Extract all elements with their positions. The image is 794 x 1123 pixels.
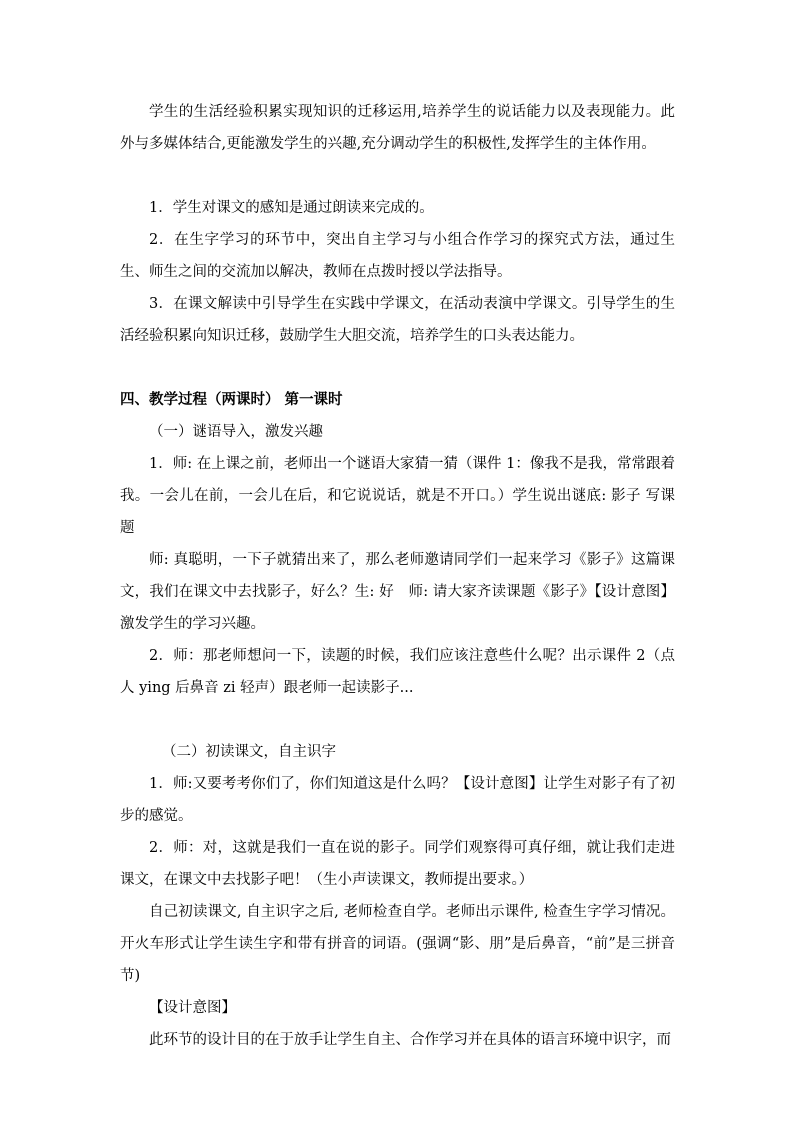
spacer — [120, 160, 675, 192]
s2-paragraph-4: 此环节的设计目的在于放手让学生自主、合作学习并在具体的语言环境中识字，而 — [149, 1032, 671, 1048]
s2-paragraph-1: 1．师:又要考考你们了，你们知道这是什么吗？【设计意图】让学生对影子有了初步的感觉。 — [120, 776, 675, 824]
s1-paragraph-3: 2．师：那老师想问一下，读题的时候，我们应该注意些什么呢？出示课件 2（点人 ying 后鼻音 zi 轻声）跟老师一起读影子... — [120, 648, 675, 696]
s1-paragraph-1: 1．师: 在上课之前，老师出一个谜语大家猜一猜（课件 1：像我不是我，常常跟着我。一会儿在前，一会儿在后，和它说说话，就是不开口。）学生说出谜底: 影子 写课题 — [120, 456, 675, 536]
spacer — [120, 704, 675, 736]
s1-paragraph-2: 师: 真聪明，一下子就猜出来了，那么老师邀请同学们一起来学习《影子》这篇课文，我们在课文中去找影子，好么？生: 好 师: 请大家齐读课题《影子》【设计意图】激发学生的学习兴趣。 — [120, 552, 675, 632]
section-4-heading: 四、教学过程（两课时） 第一课时 — [120, 391, 343, 408]
subsection-2-title: （二）初读课文，自主识字 — [162, 744, 336, 760]
s2-paragraph-3: 自己初读课文, 自主识字之后, 老师检查自学。老师出示课件, 检查生字学习情况。开火车形式让学生读生字和带有拼音的词语。(强调“影、朋”是后鼻音，“前”是三拼音节) — [120, 904, 675, 984]
point-2-paragraph: 2．在生字学习的环节中，突出自主学习与小组合作学习的探究式方法，通过生生、师生之间的交流加以解决，教师在点拨时授以学法指导。 — [120, 232, 675, 280]
document-page — [120, 96, 675, 1056]
s2-paragraph-2: 2．师：对，这就是我们一直在说的影子。同学们观察得可真仔细，就让我们走进课文，在课文中去找影子吧！（生小声读课文，教师提出要求。） — [120, 840, 675, 888]
point-3-paragraph: 3．在课文解读中引导学生在实践中学课文，在活动表演中学课文。引导学生的生活经验积累向知识迁移，鼓励学生大胆交流，培养学生的口头表达能力。 — [120, 296, 675, 344]
point-1-paragraph: 1．学生对课文的感知是通过朗读来完成的。 — [149, 200, 434, 216]
spacer — [120, 352, 675, 384]
intro-paragraph: 学生的生活经验积累实现知识的迁移运用,培养学生的说话能力以及表现能力。此外与多媒体结合,更能激发学生的兴趣,充分调动学生的积极性,发挥学生的主体作用。 — [120, 104, 675, 152]
design-intent-label: 【设计意图】 — [149, 1000, 236, 1016]
subsection-1-title: （一）谜语导入，激发兴趣 — [149, 424, 323, 440]
